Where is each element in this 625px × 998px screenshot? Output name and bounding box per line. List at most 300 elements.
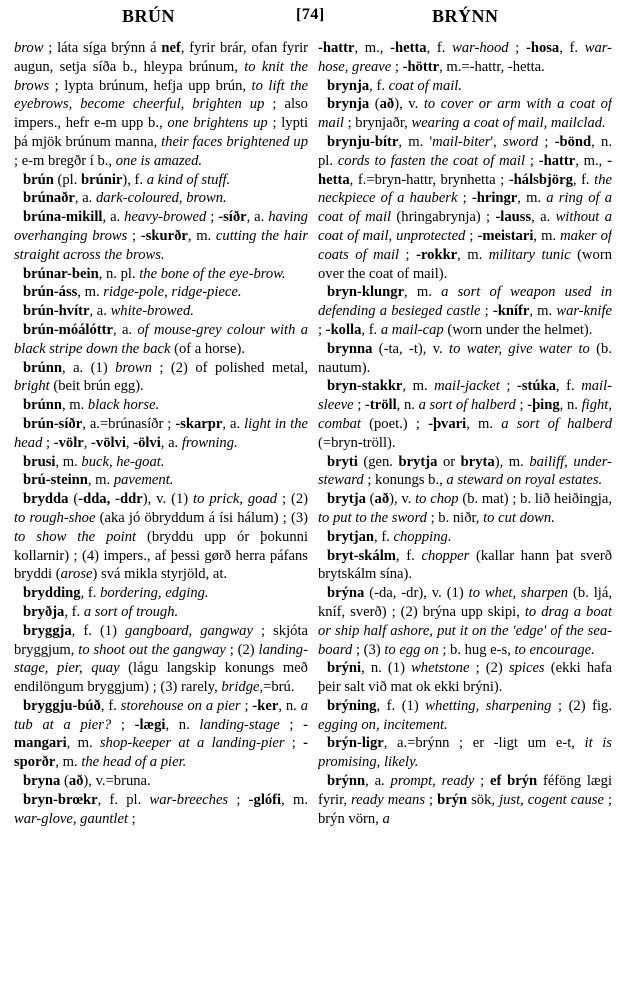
entry-text: , f. — [426, 40, 453, 56]
entry-text: ; (2) — [277, 491, 308, 508]
dictionary-entry — [318, 377, 612, 452]
entry-text: , a. — [246, 209, 269, 226]
entry-text: ; — [206, 209, 219, 226]
entry-text: , m. — [61, 397, 88, 414]
dictionary-entry — [14, 772, 308, 791]
headword-text: -skarpr — [175, 415, 223, 432]
gloss-text: to cut down. — [483, 509, 555, 526]
gloss-text: the bone of the eye-brow. — [139, 265, 286, 282]
dictionary-entry — [318, 584, 612, 659]
entry-text: , m. — [466, 415, 502, 432]
page-header — [0, 6, 625, 30]
entry-text: ; — [111, 716, 135, 733]
entry-text: ; — [457, 190, 472, 207]
gloss-text: to show the point — [14, 528, 137, 545]
entry-text: ; also impers., hefr e-m upp b., — [14, 96, 308, 132]
entry-text: , m. — [457, 246, 489, 263]
entry-text: féföng lægi fyrir, — [318, 773, 612, 808]
entry-text: (worn under the helmet). — [443, 321, 593, 338]
headword-text: brúnn — [23, 397, 62, 414]
entry-text: , a. — [89, 303, 111, 320]
entry-text: ( — [369, 96, 380, 113]
gloss-text: mail-sleeve — [318, 378, 612, 414]
headword-text: bryðja — [23, 603, 65, 620]
headword-text: ef brýn — [490, 773, 538, 790]
gloss-text: to knit the brows — [14, 58, 308, 94]
headword-text: brún-hvítr — [23, 303, 90, 320]
gloss-text: to prick, goad — [193, 491, 278, 508]
gloss-text: sword — [502, 133, 539, 150]
entry-text: or — [437, 453, 461, 470]
gloss-text: bordering, edging. — [100, 585, 209, 602]
dictionary-entry — [14, 584, 308, 603]
headword-text: brynja — [327, 96, 370, 113]
entry-text: ; — [525, 152, 539, 169]
gloss-text: landing-stage — [199, 716, 280, 733]
entry-text: ; brynjaðr, — [343, 115, 412, 132]
entry-text: , m. — [87, 472, 114, 489]
gloss-text: bright — [14, 378, 50, 395]
entry-text: ; brýn vörn, — [318, 791, 612, 827]
headword-text: -völvi — [91, 434, 126, 451]
entry-text: , a. — [531, 209, 556, 226]
entry-text: ; skjóta bryggjum, — [14, 622, 308, 658]
gloss-text: egging on, incitement. — [318, 716, 448, 733]
entry-text: (-ta, -t), v. — [372, 340, 450, 357]
gloss-text: bailiff, under-steward — [318, 453, 612, 489]
dictionary-entry — [14, 302, 308, 321]
entry-text: , m. — [404, 284, 442, 301]
dictionary-entry — [14, 622, 308, 697]
entry-text: , m. — [402, 378, 435, 395]
entry-text: , n. pl. — [318, 133, 612, 169]
headword-text: -glófi — [248, 791, 282, 808]
gloss-text: a — [382, 810, 390, 827]
dictionary-entry — [14, 453, 308, 472]
entry-text: (pl. — [53, 171, 81, 188]
gloss-text: coat of mail. — [388, 77, 463, 94]
gloss-text: ready means — [351, 791, 426, 808]
headword-text: bryggja — [23, 622, 72, 639]
entry-text: ( — [365, 491, 375, 508]
entry-text: ; b. hug e-s, — [438, 641, 515, 658]
headword-text: -hetta — [390, 40, 427, 56]
entry-text: ; b. niðr, — [426, 509, 484, 526]
entry-text: , f. — [374, 528, 394, 545]
entry-text: , m. — [187, 227, 216, 244]
entry-text: ), v.=bruna. — [83, 773, 151, 790]
entry-text: ; — [228, 791, 249, 808]
entry-text: , m. — [517, 190, 547, 207]
entry-text: ; — [465, 227, 478, 244]
dictionary-entry — [14, 396, 308, 415]
headword-text: -ölvi — [133, 434, 161, 451]
gloss-text: a mail-cap — [380, 321, 444, 338]
entry-text: , n. — [396, 397, 419, 414]
gloss-text: storehouse on a pier — [120, 697, 241, 714]
gloss-text: to water, give water to — [449, 340, 590, 357]
entry-text: (-da, -dr), v. (1) — [364, 585, 469, 602]
gloss-text: a sort of trough. — [83, 603, 179, 620]
headword-text: brúnir — [81, 171, 123, 188]
headword-text: brýna — [327, 585, 365, 602]
entry-text: , fyrir brár, ofan fyrir augun, setja síða b., hleypa brúnum, — [14, 40, 308, 75]
dictionary-entry — [14, 471, 308, 490]
gloss-text: maker of coats of mail — [318, 227, 612, 263]
headword-text: -ker — [252, 697, 279, 714]
gloss-text: bridge — [221, 679, 260, 696]
entry-text: ; — [508, 40, 526, 56]
entry-text: , a. — [102, 209, 125, 226]
entry-text: ; — [515, 397, 528, 414]
entry-text: ; — [240, 697, 253, 714]
gloss-text: cords to fasten the coat of mail — [337, 152, 526, 169]
headword-text: brydding — [23, 585, 81, 602]
gloss-text: cutting the hair straight across the brows. — [14, 227, 308, 263]
headword-text: -hálsbjörg — [508, 171, 573, 188]
entry-text: ( — [68, 491, 79, 508]
entry-text: ), f. — [122, 171, 147, 188]
entry-text: , — [125, 434, 134, 451]
entry-text: ; lypta brúnum, hefja upp brún, — [49, 77, 252, 94]
headword-text: bryna — [23, 773, 61, 790]
entry-text: ) svá mikla styrjöld, at. — [92, 566, 228, 583]
entry-text: (poet.) ; — [360, 415, 429, 432]
headword-text: bryti — [327, 453, 358, 470]
gloss-text: a ring of a coat of mail — [318, 190, 612, 226]
headword-text: að — [68, 773, 84, 790]
gloss-text: military tunic — [488, 246, 571, 263]
entry-text: , m. — [533, 227, 561, 244]
dictionary-entry — [318, 659, 612, 697]
entry-text: (worn over the coat of mail). — [318, 246, 612, 282]
dictionary-entry — [14, 189, 308, 208]
gloss-text: brown — [115, 359, 152, 376]
entry-text: ; lypti þá mjök brúnum manna, — [14, 115, 308, 150]
gloss-text: landing-stage, pier, quay — [14, 641, 308, 677]
dictionary-entry — [318, 734, 612, 772]
gloss-text: war-hose, greave — [318, 40, 612, 75]
entry-text: , f. — [361, 321, 381, 338]
entry-text: , f. — [369, 77, 389, 94]
entry-text: sök, — [467, 791, 500, 808]
guide-word-left: BRÚN — [122, 6, 176, 26]
dictionary-entry — [318, 340, 612, 378]
gloss-text: having overhanging brows — [14, 209, 308, 244]
entry-text: ; — [353, 397, 366, 414]
entry-text: ; — [42, 434, 54, 451]
headword-text: brusi — [23, 453, 56, 470]
dictionary-entry — [14, 39, 308, 171]
entry-text: (of a horse). — [170, 340, 246, 357]
headword-text: -hattr — [318, 40, 355, 56]
entry-text: ; — [318, 321, 326, 338]
entry-text: ; — [425, 791, 438, 808]
gloss-text: to put to the sword — [318, 509, 427, 526]
entry-text: , m. — [529, 303, 557, 320]
gloss-text: the head of a pier. — [81, 754, 187, 771]
entry-text: , a. — [113, 321, 138, 338]
gloss-text: mail-jacket — [434, 378, 500, 395]
headword-text: -hetta — [318, 152, 612, 188]
entry-text: ; — [399, 246, 417, 263]
headword-text: -lægi — [134, 716, 166, 733]
entry-text: , n. pl. — [98, 265, 140, 282]
entry-text: ( — [60, 773, 69, 790]
headword-text: brún-móálóttr — [23, 321, 113, 338]
gloss-text: a steward on royal estates. — [446, 472, 603, 489]
dictionary-entry — [318, 39, 612, 77]
gloss-text: one is amazed. — [115, 152, 203, 169]
headword-text: -völr — [53, 434, 84, 451]
entry-text: , m. — [281, 791, 308, 808]
entry-text: , m. — [55, 754, 82, 771]
gloss-text: a sort of halberd — [418, 397, 516, 414]
guide-word-right: BRÝNN — [432, 6, 499, 26]
gloss-text: to shoot out the gangway — [78, 641, 226, 658]
gloss-text: war-hood — [452, 40, 509, 56]
entry-text: ; — [474, 773, 490, 790]
dictionary-entry — [14, 321, 308, 359]
entry-text: (b. nautum). — [318, 340, 612, 376]
dictionary-entry — [14, 490, 308, 584]
entry-text: (b. mat) ; b. lið heiðingja, — [458, 491, 612, 508]
gloss-text: mail-biter — [432, 133, 491, 150]
entry-text: , a. (1) — [61, 359, 116, 376]
headword-text: -tröll — [365, 397, 397, 414]
gloss-text: a kind of stuff. — [146, 171, 231, 188]
entry-text: ; — [538, 133, 555, 150]
gloss-text: arose — [60, 566, 93, 583]
entry-text: ; e-m bregðr í b., — [14, 152, 116, 169]
headword-text: -knífr — [492, 303, 530, 320]
gloss-text: war-knife — [556, 303, 612, 320]
gloss-text: to encourage. — [514, 641, 595, 658]
headword-text: -hringr — [471, 190, 518, 207]
headword-text: -rokkr — [416, 246, 458, 263]
entry-text: , m., — [354, 40, 391, 56]
entry-text: , m. — [77, 284, 104, 301]
entry-text: ; — [499, 378, 517, 395]
gloss-text: light in the head — [14, 415, 308, 451]
dictionary-entry — [318, 528, 612, 547]
gloss-text: chopping. — [393, 528, 452, 545]
headword-text: að — [374, 491, 390, 508]
gloss-text: to drag a boat or ship half ashore, put it on the 'edge' of the sea-board — [318, 603, 612, 658]
headword-text: -sporðr — [14, 735, 308, 771]
gloss-text: ridge-pole, ridge-piece. — [103, 284, 242, 301]
headword-text: nef — [161, 40, 181, 56]
entry-text: (aka jó öbryddum á ísi hálum) ; (3) — [95, 509, 308, 526]
headword-text: brún — [23, 171, 54, 188]
dictionary-entry — [14, 171, 308, 190]
dictionary-entry — [14, 415, 308, 453]
entry-text: ; láta síga brýnn á — [43, 40, 162, 56]
gloss-text: heavy-browed — [124, 209, 207, 226]
entry-text: , a. — [365, 773, 391, 790]
entry-text: ; — [279, 716, 304, 733]
gloss-text: to chop — [415, 491, 459, 508]
dictionary-entry — [318, 697, 612, 735]
headword-text: -hattr — [538, 152, 576, 169]
headword-text: brydda — [23, 491, 69, 508]
entry-text: , f. — [559, 40, 585, 56]
headword-text: brún-áss — [23, 284, 78, 301]
headword-text: -stúka — [516, 378, 556, 395]
gloss-text: gangboard, gangway — [125, 622, 253, 639]
entry-text: ; (2) of polished metal, — [151, 359, 308, 376]
entry-text: , f. (1) — [71, 622, 126, 639]
headword-text: -þing — [527, 397, 560, 414]
entry-text: ; (2) — [225, 641, 259, 658]
entry-text: ), v. — [394, 96, 424, 113]
headword-text: -höttr — [402, 58, 440, 75]
gloss-text: to lift the eyebrows, become cheerful, brighten up — [14, 77, 308, 113]
headword-text: brýnn — [327, 773, 366, 790]
gloss-text: war-breeches — [149, 791, 229, 808]
headword-text: brýni — [327, 660, 362, 677]
entry-text: ; — [128, 810, 136, 827]
entry-text: , n. — [559, 397, 582, 414]
entry-text: , m.=-hattr, -hetta. — [439, 58, 545, 75]
headword-text: brúnar-bein — [23, 265, 99, 282]
dictionary-entry — [14, 697, 308, 772]
entry-text: , m. — [55, 453, 82, 470]
entry-text: ; — [127, 227, 141, 244]
entry-text: , n. — [278, 697, 301, 714]
headword-text: bryn-stakkr — [327, 378, 403, 395]
headword-text: brúna-mikill — [23, 209, 103, 226]
headword-text: -lauss — [495, 209, 532, 226]
gloss-text: one brightens up — [167, 115, 268, 132]
entry-text: ; konungs b., — [363, 472, 447, 489]
gloss-text: to rough-shoe — [14, 509, 96, 526]
entry-text: ; — [391, 58, 403, 75]
entry-text: , a.=brúnasíðr ; — [82, 415, 176, 432]
entry-text: (beit brún egg). — [49, 378, 144, 395]
gloss-text: without a coat of mail, unprotected — [318, 209, 612, 244]
gloss-text: wearing a coat of mail, mailclad. — [411, 115, 606, 132]
entry-text: (bryddu upp ór þokunni kollarnir) ; (4) impers., af þessi gørð herra páfans bryddi ( — [14, 528, 308, 583]
gloss-text: it is promising, likely. — [318, 735, 612, 771]
headword-text: -meistari — [477, 227, 534, 244]
entry-text: ; (2) — [469, 660, 509, 677]
gloss-text: chopper — [421, 547, 470, 564]
dictionary-entry — [14, 791, 308, 829]
entry-text: , — [83, 434, 92, 451]
right-column — [318, 39, 612, 994]
headword-text: bryt-skálm — [327, 547, 396, 564]
headword-text: brytja — [398, 453, 438, 470]
gloss-text: shop-keeper at a landing-pier — [99, 735, 285, 752]
dictionary-entry — [318, 95, 612, 133]
entry-text: (hringabrynja) ; — [391, 209, 496, 226]
entry-text: , f. pl. — [97, 791, 150, 808]
headword-text: bryggju-búð — [23, 697, 101, 714]
dictionary-entry — [318, 77, 612, 96]
entry-text: ), m. — [494, 453, 530, 470]
gloss-text: buck, he-goat. — [81, 453, 165, 470]
headword-text: -kolla — [325, 321, 362, 338]
entry-text: , a.=brýnn ; er -ligt um e-t, — [383, 735, 585, 752]
entry-text: ; (3) — [352, 641, 385, 658]
headword-text: -mangari — [14, 716, 308, 752]
headword-text: -dda, -ddr — [78, 491, 143, 508]
headword-text: -síðr — [218, 209, 247, 226]
entry-text: , n. (1) — [361, 660, 412, 677]
entry-text: , f. — [555, 378, 582, 395]
gloss-text: a sort of weapon used in defending a besieged castle — [318, 284, 612, 320]
dictionary-entry — [14, 208, 308, 264]
entry-text: (=bryn-tröll). — [318, 434, 396, 451]
headword-text: brún-síðr — [23, 415, 83, 432]
gloss-text: brow — [14, 40, 44, 56]
gloss-text: of mouse-grey colour with a black stripe down the back — [14, 321, 308, 357]
headword-text: brú-steinn — [23, 472, 88, 489]
headword-text: brúnn — [23, 359, 62, 376]
gloss-text: whetting, sharpening — [425, 697, 552, 714]
entry-text: (gen. — [357, 453, 399, 470]
entry-text: (b. ljá, kníf, sverð) ; (2) brýna upp skipi, — [318, 585, 612, 620]
entry-text: , f. — [100, 697, 121, 714]
headword-text: brýning — [327, 697, 377, 714]
headword-text: brýn-ligr — [327, 735, 384, 752]
headword-text: brytja — [327, 491, 366, 508]
dictionary-entry — [14, 359, 308, 397]
entry-text: , f. (1) — [376, 697, 426, 714]
entry-text: , a. — [74, 190, 96, 207]
headword-text: brynna — [327, 340, 373, 357]
entry-text: (lágu langskip konungs með endilöngum bryggjum) ; (3) rarely, — [14, 660, 308, 696]
headword-text: bryn-klungr — [327, 284, 405, 301]
headword-text: bryta — [460, 453, 495, 470]
dictionary-entry — [318, 490, 612, 528]
entry-text: , f. — [572, 171, 595, 188]
gloss-text: a sort of halberd — [501, 415, 612, 432]
gloss-text: to egg on — [384, 641, 439, 658]
gloss-text: just, cogent cause — [499, 791, 604, 808]
entry-text: , a. — [222, 415, 245, 432]
dictionary-entry — [318, 283, 612, 339]
dictionary-entry — [14, 603, 308, 622]
headword-text: -skurðr — [140, 227, 188, 244]
gloss-text: whetstone — [411, 660, 470, 677]
headword-text: bryn-brœkr — [23, 791, 98, 808]
entry-text: , m., — [575, 152, 608, 169]
headword-text: -hosa — [525, 40, 560, 56]
entry-text: ), v. (1) — [142, 491, 194, 508]
gloss-text: spices — [508, 660, 545, 677]
headword-text: brynja — [327, 77, 370, 94]
gloss-text: white-browed. — [110, 303, 194, 320]
entry-text: ), v. — [389, 491, 416, 508]
entry-text: ', — [490, 133, 503, 150]
entry-text: (ekki hafa þeir salt við mat ok ekki brýni). — [318, 660, 612, 696]
gloss-text: dark-coloured, brown. — [95, 190, 227, 207]
dictionary-entry — [318, 547, 612, 585]
dictionary-entry — [318, 772, 612, 828]
entry-text: , f.=bryn-hattr, brynhetta ; — [349, 171, 509, 188]
gloss-text: frowning. — [181, 434, 238, 451]
headword-text: að — [379, 96, 395, 113]
gloss-text: to whet, sharpen — [468, 585, 569, 602]
dictionary-entry — [14, 265, 308, 284]
entry-text: , f. — [395, 547, 422, 564]
gloss-text: to cover or arm with a coat of mail — [318, 96, 612, 132]
gloss-text: black horse. — [87, 397, 160, 414]
gloss-text: fight, combat — [318, 397, 612, 432]
left-column — [14, 39, 308, 994]
